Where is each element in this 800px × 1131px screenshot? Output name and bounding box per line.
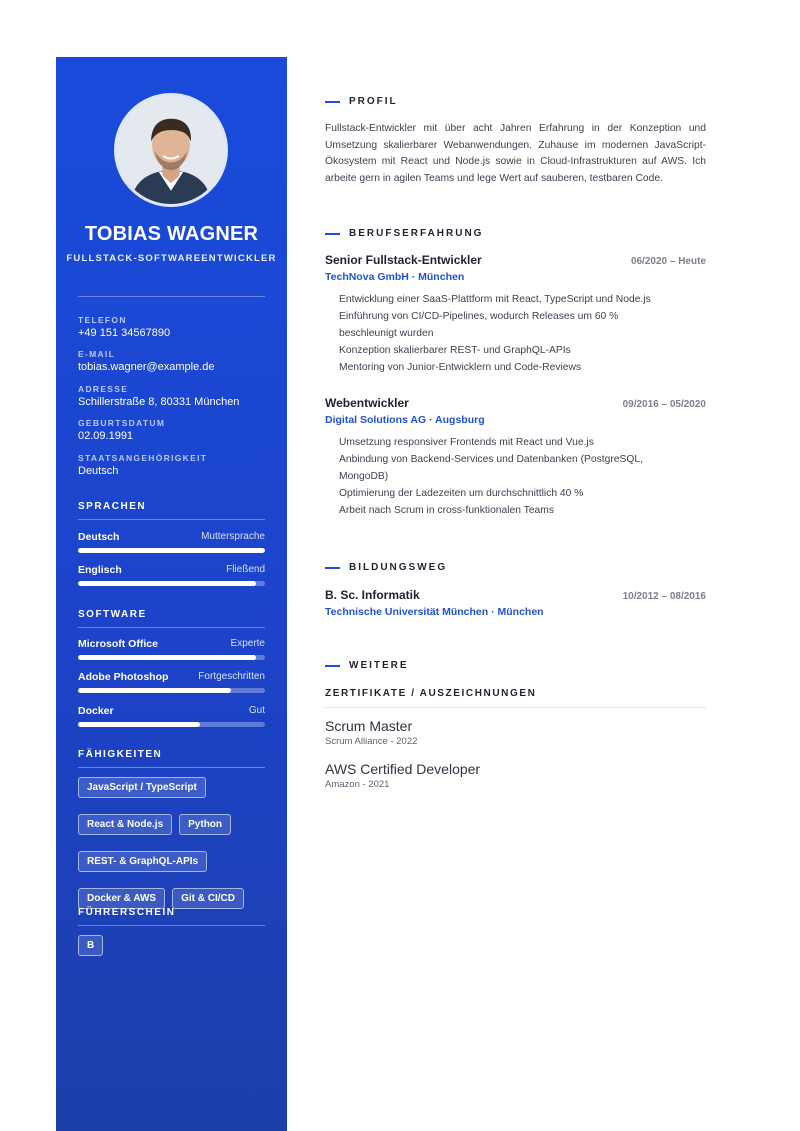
language-item xyxy=(78,531,265,553)
experience-heading xyxy=(325,228,483,239)
language-level: Muttersprache xyxy=(201,531,265,542)
software-level: Gut xyxy=(248,705,265,716)
software-name: Adobe Photoshop xyxy=(78,671,169,683)
sidebar xyxy=(56,57,287,1131)
contact-email xyxy=(78,349,268,373)
skill-tag: Git & CI/CD xyxy=(172,888,244,909)
contact-value: 02.09.1991 xyxy=(78,430,134,442)
language-name: Deutsch xyxy=(78,531,120,543)
profile-heading xyxy=(325,96,398,107)
software-level-bar xyxy=(78,722,265,727)
software-level: Fortgeschritten xyxy=(198,671,265,682)
contact-phone xyxy=(78,315,268,339)
degree-title: B. Sc. Informatik xyxy=(325,588,420,602)
further-heading xyxy=(325,660,409,671)
job-bullet: Anbindung von Backend-Services und Datenbanken (PostgreSQL, MongoDB) xyxy=(339,454,643,482)
software-item xyxy=(78,638,265,660)
skill-tag: React & Node.js xyxy=(78,814,172,835)
contact-label: GEBURTSDATUM xyxy=(78,418,166,428)
certificate-name: Scrum Master xyxy=(325,718,413,734)
certificate-entry xyxy=(325,761,706,790)
software-name: Microsoft Office xyxy=(78,638,158,650)
language-level-bar xyxy=(78,548,265,553)
languages-heading: SPRACHEN xyxy=(78,501,265,520)
license-tag: B xyxy=(78,935,103,956)
job-date: 09/2016 – 05/2020 xyxy=(622,399,706,410)
job-bullet: Arbeit nach Scrum in cross-funktionalen Teams xyxy=(339,505,554,516)
certificate-meta: Scrum Alliance - 2022 xyxy=(325,736,418,747)
skill-tag: JavaScript / TypeScript xyxy=(78,777,206,798)
profile-photo xyxy=(114,93,228,207)
contact-value: tobias.wagner@example.de xyxy=(78,361,215,373)
experience-heading-text: BERUFSERFAHRUNG xyxy=(349,228,484,239)
job-bullets xyxy=(325,434,706,519)
heading-accent-line xyxy=(325,101,340,103)
contact-label: STAATSANGEHÖRIGKEIT xyxy=(78,453,208,463)
education-date: 10/2012 – 08/2016 xyxy=(622,591,706,602)
profile-text: Fullstack-Entwickler mit über acht Jahren Erfahrung in der Konzeption und Umsetzung skalierbarer Webanwendungen. Zuhause im modernen JavaScript-Ökosystem mit React und Node.js sowie in Cloud-Infrastrukturen auf AWS. Ich arbeite gern in agilen Teams und lege Wert auf sauberen, testbaren Code. xyxy=(325,123,706,184)
education-institution: Technische Universität München · München xyxy=(325,606,544,618)
job-entry xyxy=(325,253,706,376)
job-bullet: Einführung von CI/CD-Pipelines, wodurch Releases um 60 % beschleunigt wurden xyxy=(339,311,619,339)
divider xyxy=(78,296,265,297)
language-level-bar xyxy=(78,581,265,586)
candidate-job-title: FULLSTACK-SOFTWAREENTWICKLER xyxy=(66,253,277,264)
education-entry xyxy=(325,588,706,618)
job-bullet: Umsetzung responsiver Frontends mit React und Vue.js xyxy=(339,437,594,448)
job-company: Digital Solutions AG · Augsburg xyxy=(325,414,485,426)
contact-address xyxy=(78,384,268,408)
heading-accent-line xyxy=(325,567,340,569)
candidate-name: TOBIAS WAGNER xyxy=(84,223,259,245)
job-date: 06/2020 – Heute xyxy=(630,256,706,267)
job-company: TechNova GmbH · München xyxy=(325,271,465,283)
language-level: Fließend xyxy=(226,564,265,575)
skill-tag: Python xyxy=(179,814,231,835)
heading-accent-line xyxy=(325,665,340,667)
job-bullet: Konzeption skalierbarer REST- und GraphQL-APIs xyxy=(339,345,571,356)
contact-label: E-MAIL xyxy=(78,349,116,359)
job-bullet: Entwicklung einer SaaS-Plattform mit React, TypeScript und Node.js xyxy=(339,294,651,305)
person-portrait-icon xyxy=(117,96,225,204)
certificate-entry xyxy=(325,718,706,747)
job-title: Webentwickler xyxy=(325,396,409,410)
certificates-subheading: ZERTIFIKATE / AUSZEICHNUNGEN xyxy=(325,688,706,708)
certificate-meta: Amazon - 2021 xyxy=(325,779,390,790)
contact-nationality xyxy=(78,453,268,477)
job-bullet: Mentoring von Junior-Entwicklern und Code-Reviews xyxy=(339,362,582,373)
software-level: Experte xyxy=(230,638,265,649)
certificate-name: AWS Certified Developer xyxy=(325,761,481,777)
contact-value: Deutsch xyxy=(78,465,119,477)
education-heading-text: BILDUNGSWEG xyxy=(349,562,448,573)
job-bullets xyxy=(325,291,706,376)
job-title: Senior Fullstack-Entwickler xyxy=(325,253,482,267)
software-item xyxy=(78,705,265,727)
skill-tag: REST- & GraphQL-APIs xyxy=(78,851,207,872)
skills-tag-list xyxy=(78,777,268,909)
heading-accent-line xyxy=(325,233,340,235)
software-item xyxy=(78,671,265,693)
contact-label: ADRESSE xyxy=(78,384,129,394)
language-name: Englisch xyxy=(78,564,122,576)
job-bullet: Optimierung der Ladezeiten um durchschnittlich 40 % xyxy=(339,488,584,499)
contact-label: TELEFON xyxy=(78,315,127,325)
software-heading: SOFTWARE xyxy=(78,609,265,628)
skills-heading: FÄHIGKEITEN xyxy=(78,749,265,768)
language-item xyxy=(78,564,265,586)
further-heading-text: WEITERE xyxy=(349,660,409,671)
contact-value: Schillerstraße 8, 80331 München xyxy=(78,396,240,408)
skill-tag: Docker & AWS xyxy=(78,888,165,909)
contact-value: +49 151 34567890 xyxy=(78,327,171,339)
contact-birthdate xyxy=(78,418,268,442)
software-level-bar xyxy=(78,688,265,693)
software-level-bar xyxy=(78,655,265,660)
license-tag-list xyxy=(78,935,268,956)
software-name: Docker xyxy=(78,705,114,717)
license-heading: FÜHRERSCHEIN xyxy=(78,907,265,926)
job-entry xyxy=(325,396,706,519)
education-heading xyxy=(325,562,447,573)
profile-heading-text: PROFIL xyxy=(349,96,398,107)
